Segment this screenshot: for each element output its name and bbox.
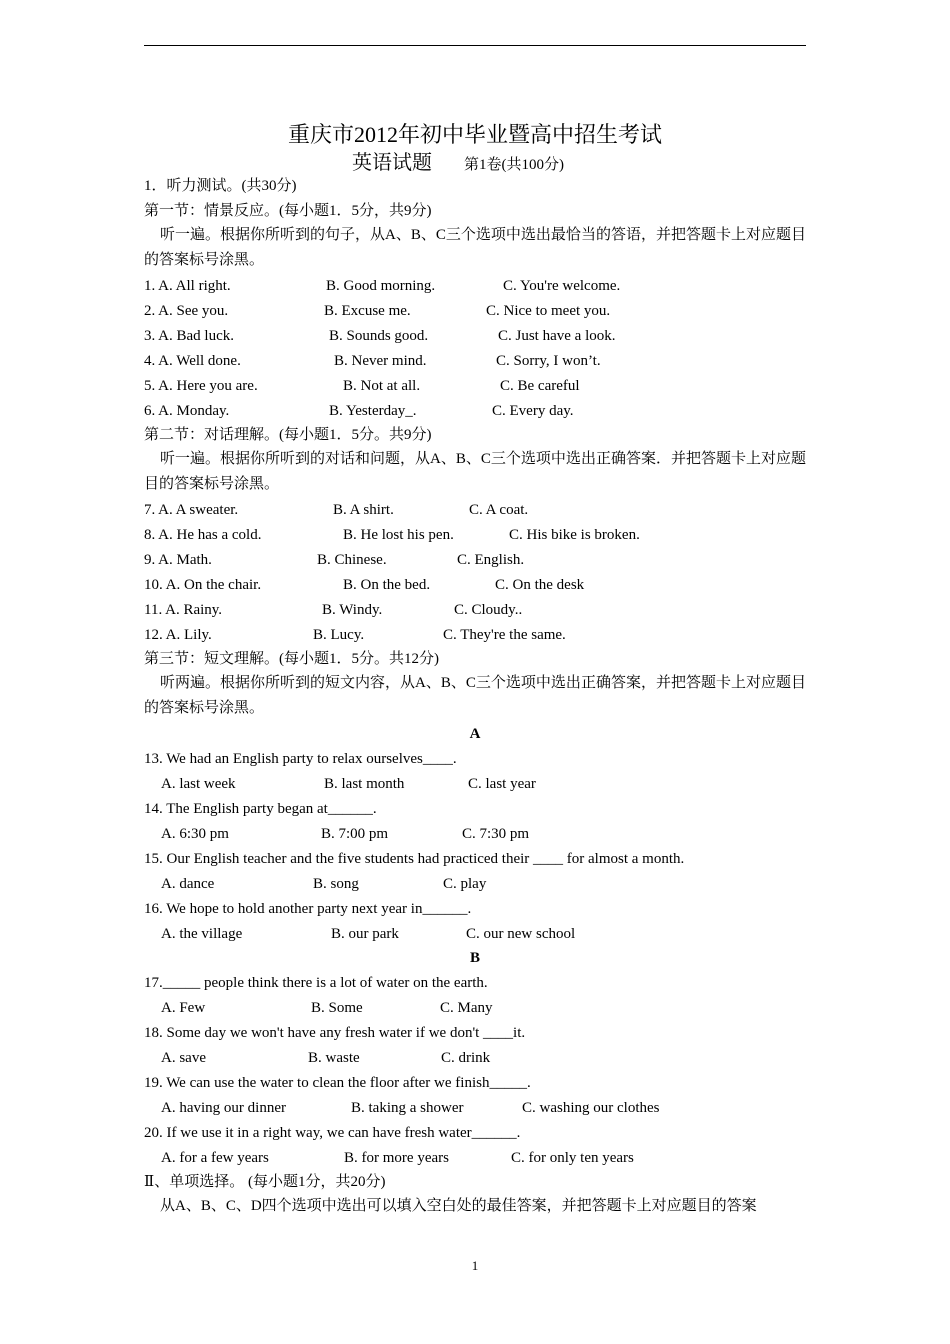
- option-c: C. On the desk: [495, 577, 585, 593]
- option-c: C. English.: [457, 552, 525, 568]
- option-a: A. having our dinner: [161, 1100, 286, 1116]
- option-c: C. Be careful: [500, 378, 580, 394]
- option-b: B. Yesterday_.: [329, 403, 417, 419]
- option-b: B. last month: [324, 776, 405, 792]
- passage-label-a: A: [469, 726, 481, 742]
- option-c: C. They're the same.: [443, 627, 566, 643]
- option-c: C. play: [443, 876, 487, 892]
- section2-instruction: 从A、B、C、D四个选项中选出可以填入空白处的最佳答案，并把答题卡上对应题目的答案: [160, 1198, 757, 1214]
- option-a: A. 6:30 pm: [161, 826, 229, 842]
- question-stem: 14. The English party began at______.: [144, 801, 377, 817]
- option-b: B. taking a shower: [351, 1100, 464, 1116]
- option-b: B. song: [313, 876, 359, 892]
- option-b: B. Lucy.: [313, 627, 365, 643]
- option-b: B. Some: [311, 1000, 363, 1016]
- option-a: 10. A. On the chair.: [144, 577, 262, 593]
- exam-subtitle: [352, 150, 564, 178]
- question-stem: 20. If we use it in a right way, we can have fresh water______.: [144, 1125, 521, 1141]
- option-a: 6. A. Monday.: [144, 403, 230, 419]
- option-a: A. Few: [161, 1000, 206, 1016]
- question-stem: 17._____ people think there is a lot of water on the earth.: [144, 975, 488, 991]
- option-c: C. You're welcome.: [503, 278, 621, 294]
- option-c: C. for only ten years: [511, 1150, 634, 1166]
- option-a: 1. A. All right.: [144, 278, 231, 294]
- option-b: B. He lost his pen.: [343, 527, 454, 543]
- exam-title: 重庆市2012年初中毕业暨高中招生考试: [287, 122, 662, 147]
- option-b: B. A shirt.: [333, 502, 394, 518]
- question-stem: 15. Our English teacher and the five students had practiced their ____ for almost a month.: [144, 851, 685, 867]
- option-b: B. our park: [331, 926, 399, 942]
- option-b: B. Excuse me.: [324, 303, 411, 319]
- page-number: 1: [471, 1258, 479, 1273]
- option-c: C. Just have a look.: [498, 328, 616, 344]
- option-a: 5. A. Here you are.: [144, 378, 258, 394]
- option-b: B. Sounds good.: [329, 328, 429, 344]
- option-a: 3. A. Bad luck.: [144, 328, 234, 344]
- subject-title: 英语试题: [352, 152, 432, 174]
- option-c: C. last year: [468, 776, 536, 792]
- header-rule: [144, 45, 806, 46]
- section1-heading: 1．听力测试。(共30分): [144, 178, 297, 194]
- option-a: 4. A. Well done.: [144, 353, 241, 369]
- option-c: C. drink: [441, 1050, 491, 1066]
- volume-label: 第1卷(共100分): [464, 157, 564, 173]
- option-a: 8. A. He has a cold.: [144, 527, 262, 543]
- question-stem: 13. We had an English party to relax ourselves____.: [144, 751, 457, 767]
- option-b: B. Good morning.: [326, 278, 436, 294]
- option-c: C. 7:30 pm: [462, 826, 530, 842]
- option-c: C. washing our clothes: [522, 1100, 660, 1116]
- option-c: C. Nice to meet you.: [486, 303, 611, 319]
- option-a: 2. A. See you.: [144, 303, 229, 319]
- part1-heading: 第一节：情景反应。(每小题1．5分，共9分): [144, 203, 432, 219]
- section2-heading: Ⅱ、单项选择。 (每小题1分，共20分): [144, 1174, 386, 1190]
- part2-heading: 第二节：对话理解。(每小题1．5分。共9分): [144, 427, 432, 443]
- option-b: B. for more years: [344, 1150, 449, 1166]
- option-c: C. Cloudy..: [454, 602, 523, 618]
- option-b: B. On the bed.: [343, 577, 431, 593]
- part2-instruction: 听一遍。根据你所听到的对话和问题，从A、B、C三个选项中选出正确答案．并把答题卡上对应题目的答案标号涂黑。: [144, 451, 806, 492]
- option-a: A. the village: [161, 926, 243, 942]
- option-b: B. Never mind.: [334, 353, 427, 369]
- option-c: C. Many: [440, 1000, 493, 1016]
- option-b: B. Chinese.: [317, 552, 387, 568]
- passage-label-b: B: [469, 950, 480, 966]
- option-b: B. 7:00 pm: [321, 826, 389, 842]
- option-c: C. His bike is broken.: [509, 527, 640, 543]
- option-a: 9. A. Math.: [144, 552, 212, 568]
- option-a: 7. A. A sweater.: [144, 502, 239, 518]
- option-c: C. A coat.: [469, 502, 529, 518]
- part3-heading: 第三节：短文理解。(每小题1．5分。共12分): [144, 651, 439, 667]
- option-b: B. Windy.: [322, 602, 383, 618]
- option-c: C. our new school: [466, 926, 576, 942]
- option-c: C. Sorry, I won’t.: [496, 353, 601, 369]
- option-a: 12. A. Lily.: [144, 627, 212, 643]
- option-a: A. last week: [161, 776, 236, 792]
- option-a: A. save: [161, 1050, 206, 1066]
- option-b: B. waste: [308, 1050, 360, 1066]
- part1-instruction: 听一遍。根据你所听到的句子，从A、B、C三个选项中选出最恰当的答语，并把答题卡上对应题目的答案标号涂黑。: [144, 227, 806, 268]
- option-b: B. Not at all.: [343, 378, 421, 394]
- part3-instruction: 听两遍。根据你所听到的短文内容，从A、B、C三个选项中选出正确答案，并把答题卡上对应题目的答案标号涂黑。: [144, 675, 806, 716]
- option-a: A. for a few years: [161, 1150, 269, 1166]
- question-stem: 19. We can use the water to clean the floor after we finish_____.: [144, 1075, 531, 1091]
- option-a: A. dance: [161, 876, 215, 892]
- question-stem: 16. We hope to hold another party next year in______.: [144, 901, 472, 917]
- option-a: 11. A. Rainy.: [144, 602, 223, 618]
- question-stem: 18. Some day we won't have any fresh water if we don't ____it.: [144, 1025, 526, 1041]
- option-c: C. Every day.: [492, 403, 574, 419]
